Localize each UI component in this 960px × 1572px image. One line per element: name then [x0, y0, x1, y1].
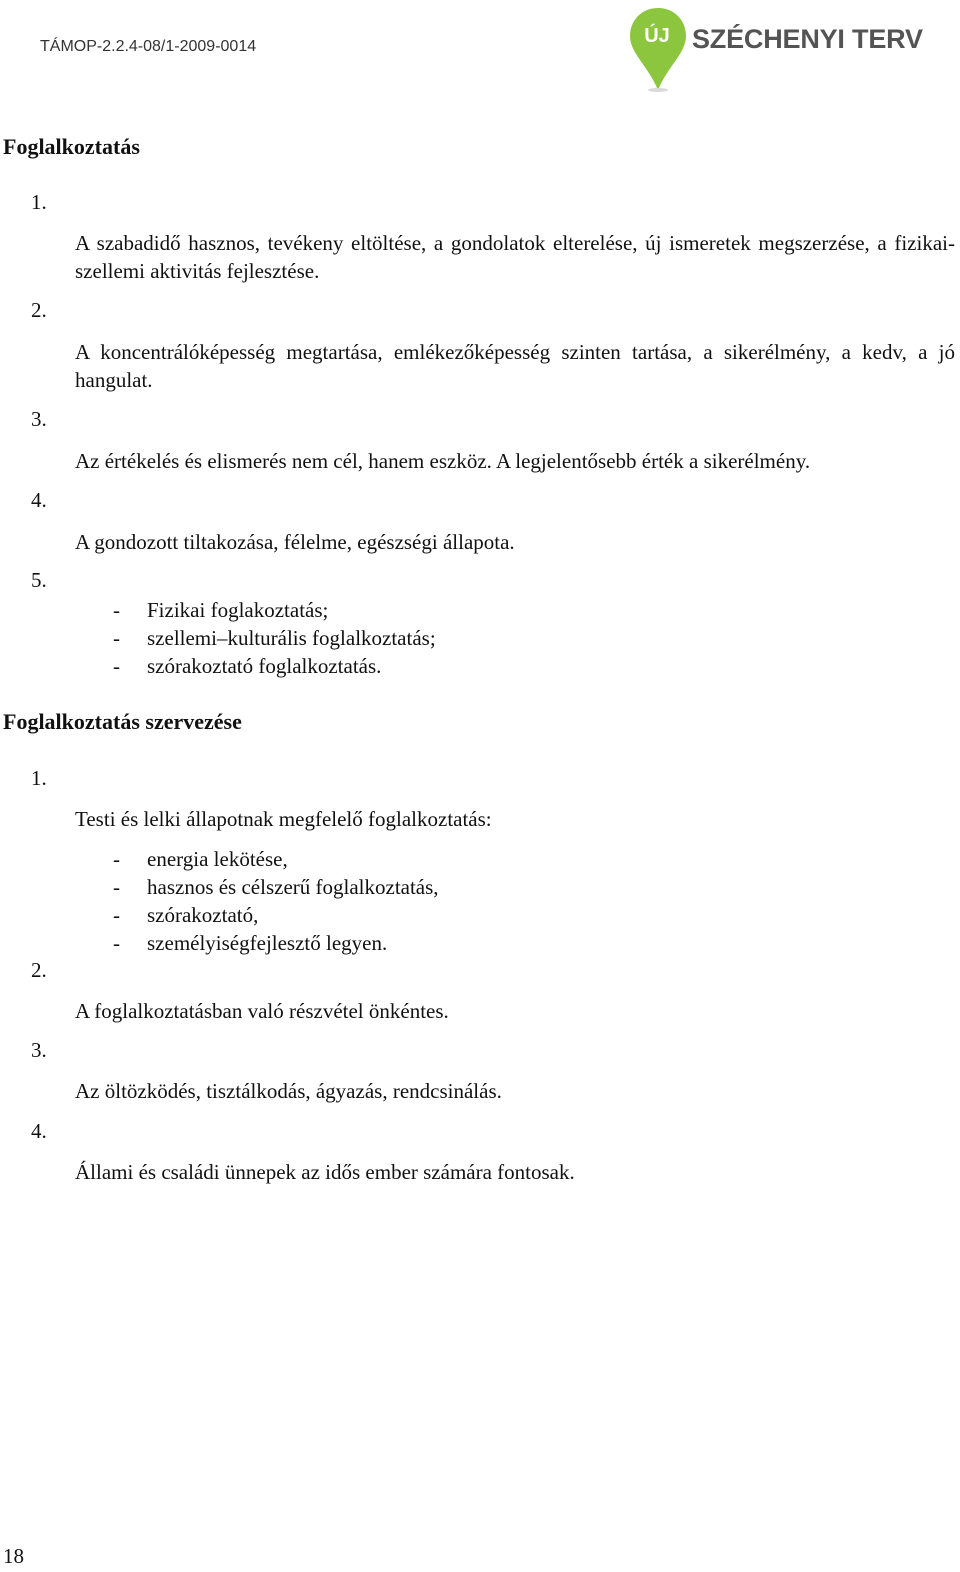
item-text: Az öltözködés, tisztálkodás, ágyazás, rendcsinálás.	[75, 1079, 502, 1103]
item-text: A foglalkoztatásban való részvétel önkéntes.	[75, 999, 449, 1023]
dash-marker: -	[113, 875, 120, 899]
bullet-text: energia lekötése,	[147, 847, 288, 871]
bullet-text: Fizikai foglakoztatás;	[147, 598, 329, 622]
item-number: 5.	[31, 568, 47, 592]
item-number: 2.	[31, 958, 47, 982]
bullet-text: szórakoztató foglalkoztatás.	[147, 654, 382, 678]
bullet-text: szórakoztató,	[147, 903, 259, 927]
item-number: 4.	[31, 488, 47, 512]
page-number: 18	[3, 1544, 24, 1568]
dash-marker: -	[113, 847, 120, 871]
dash-marker: -	[113, 903, 120, 927]
szechenyi-terv-logo	[628, 6, 923, 92]
logo-text: SZÉCHENYI TERV	[692, 24, 923, 54]
item-number: 3.	[31, 407, 47, 431]
item-text: Testi és lelki állapotnak megfelelő foglalkoztatás:	[75, 807, 492, 831]
section-title-foglalkoztatas: Foglalkoztatás	[3, 134, 140, 159]
item-text: A koncentrálóképesség megtartása, emlékezőképesség szinten tartása, a sikerélmény, a kedv, a jó hangulat.	[75, 340, 955, 392]
item-text: Állami és családi ünnepek az idős ember számára fontosak.	[75, 1160, 575, 1184]
item-number: 2.	[31, 298, 47, 322]
item-number: 1.	[31, 766, 47, 790]
item-number: 4.	[31, 1119, 47, 1143]
item-text: A gondozott tiltakozása, félelme, egészségi állapota.	[75, 530, 515, 554]
item-text: A szabadidő hasznos, tevékeny eltöltése, a gondolatok elterelése, új ismeretek megszerzése, a fizikai-szellemi aktivitás fejlesztése.	[75, 231, 955, 283]
dash-marker: -	[113, 931, 120, 955]
dash-marker: -	[113, 598, 120, 622]
logo-pin-label: ÚJ	[644, 25, 670, 47]
bullet-text: szellemi–kulturális foglalkoztatás;	[147, 626, 436, 650]
item-number: 3.	[31, 1038, 47, 1062]
project-code: TÁMOP-2.2.4-08/1-2009-0014	[40, 38, 257, 55]
map-pin-icon	[628, 6, 688, 92]
bullet-text: hasznos és célszerű foglalkoztatás,	[147, 875, 439, 899]
item-text: Az értékelés és elismerés nem cél, hanem eszköz. A legjelentősebb érték a sikerélmény.	[75, 449, 811, 473]
dash-marker: -	[113, 654, 120, 678]
section-title-szervezese: Foglalkoztatás szervezése	[3, 709, 242, 734]
item-number: 1.	[31, 190, 47, 214]
dash-marker: -	[113, 626, 120, 650]
bullet-text: személyiségfejlesztő legyen.	[147, 931, 388, 955]
